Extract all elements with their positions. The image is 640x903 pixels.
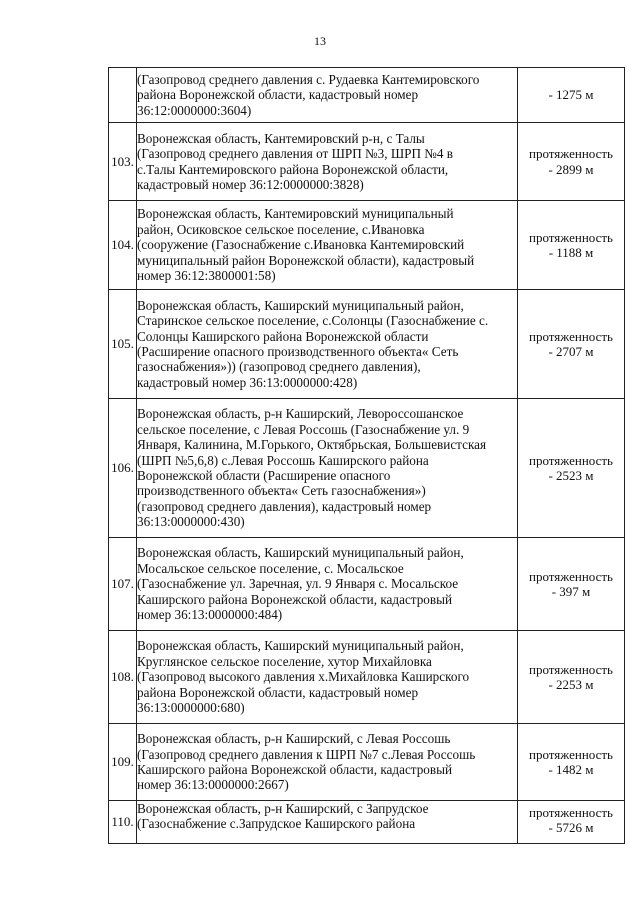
description-line: Воронежская область, Каширский муниципальный район, <box>137 638 464 654</box>
description-line: Каширского района Воронежской области, кадастровый <box>137 591 453 607</box>
table-row <box>109 290 625 399</box>
description-line: Каширского района Воронежской области, кадастровый <box>137 762 453 777</box>
description-line: Солонцы Каширского района Воронежской области <box>137 328 429 344</box>
length-value: - 2523 м <box>548 468 594 483</box>
object-length <box>518 724 625 801</box>
object-length <box>518 538 625 631</box>
description-line: муниципальный район Воронежской области), кадастровый <box>137 252 475 268</box>
object-description <box>137 724 518 801</box>
object-length <box>518 290 625 399</box>
object-table <box>108 67 625 844</box>
object-length <box>518 399 625 538</box>
description-line: (ШРП №5,6,8) с.Левая Россошь Каширского района <box>137 452 429 468</box>
length-label: протяженность <box>529 146 613 162</box>
description-line: (Расширение опасного производственного объекта« Сеть <box>137 344 459 359</box>
object-description <box>137 201 518 290</box>
table-row <box>109 123 625 201</box>
description-line: номер 36:13:0000000:2667) <box>137 777 289 793</box>
description-line: (Газопровод среднего давления к ШРП №7 с.Левая Россошь <box>137 746 476 762</box>
length-label: протяженность <box>529 661 613 677</box>
row-number: 105. <box>109 290 137 399</box>
description-line: района Воронежской области, кадастровый номер <box>137 87 419 103</box>
row-number: 107. <box>109 538 137 631</box>
description-line: район, Осиковское сельское поселение, с.Ивановка <box>137 221 425 237</box>
description-line: (Газоснабжение с.Запрудское Каширского района <box>137 816 416 832</box>
table-row <box>109 399 625 538</box>
object-length <box>518 801 625 844</box>
length-value: - 2253 м <box>548 677 594 692</box>
description-line: района Воронежской области, кадастровый номер <box>137 684 419 700</box>
description-line: (Газоснабжение ул. Заречная, ул. 9 Января с. Мосальское <box>137 576 459 592</box>
description-line: 36:12:0000000:3604) <box>137 102 252 118</box>
row-number: 109. <box>109 724 137 801</box>
description-line: (Газопровод среднего давления от ШРП №3, ШРП №4 в <box>137 146 453 162</box>
object-description <box>137 801 518 844</box>
table-row <box>109 538 625 631</box>
length-value: - 1275 м <box>548 87 594 103</box>
description-line: номер 36:13:0000000:484) <box>137 607 283 623</box>
object-length <box>518 631 625 724</box>
description-line: (Газопровод высокого давления х.Михайловка Каширского <box>137 669 470 685</box>
length-label: протяженность <box>529 805 613 820</box>
row-number: 106. <box>109 399 137 538</box>
object-description <box>137 290 518 399</box>
object-length <box>518 123 625 201</box>
description-line: Мосальское сельское поселение, с. Мосальское <box>137 560 404 576</box>
description-line: производственного объекта« Сеть газоснабжения») <box>137 483 426 499</box>
length-value: - 2707 м <box>548 344 594 359</box>
length-label: протяженность <box>529 568 613 584</box>
description-line: (сооружение (Газоснабжение с.Ивановка Кантемировский <box>137 237 465 253</box>
object-length <box>518 201 625 290</box>
length-value: - 5726 м <box>548 820 594 836</box>
description-line: 36:13:0000000:680) <box>137 700 245 716</box>
table-row <box>109 631 625 724</box>
length-label: протяженность <box>529 746 613 762</box>
description-line: кадастровый номер 36:12:0000000:3828) <box>137 176 364 192</box>
object-description <box>137 68 518 123</box>
description-line: Воронежская область, Каширский муниципальный район, <box>137 545 464 561</box>
row-number: 103. <box>109 123 137 201</box>
object-description <box>137 123 518 201</box>
length-label: протяженность <box>529 328 613 344</box>
description-line: газоснабжения»)) (газопровод среднего давления), <box>137 359 421 375</box>
object-description <box>137 631 518 724</box>
description-line: кадастровый номер 36:13:0000000:428) <box>137 374 358 390</box>
row-number <box>109 68 137 123</box>
object-length <box>518 68 625 123</box>
description-line: номер 36:12:3800001:58) <box>137 268 276 284</box>
description-line: Воронежской области (Расширение опасного <box>137 468 391 483</box>
description-line: Января, Калинина, М.Горького, Октябрьская, Большевистская <box>137 437 487 453</box>
description-line: Воронежская область, Каширский муниципальный район, <box>137 297 464 313</box>
length-label: протяженность <box>529 229 613 245</box>
description-line: Воронежская область, Кантемировский р-н, с Талы <box>137 130 425 146</box>
description-line: Воронежская область, р-н Каширский, Левороссошанское <box>137 406 464 422</box>
description-line: Круглянское сельское поселение, хутор Михайловка <box>137 653 432 669</box>
table-row <box>109 68 625 123</box>
row-number: 104. <box>109 201 137 290</box>
description-line: Старинское сельское поселение, с.Солонцы (Газоснабжение с. <box>137 313 489 329</box>
length-value: - 397 м <box>551 584 591 599</box>
description-line: Воронежская область, р-н Каширский, с Левая Россошь <box>137 731 451 747</box>
row-number: 110. <box>109 801 137 844</box>
length-value: - 1188 м <box>548 245 594 260</box>
description-line: Воронежская область, р-н Каширский, с Запрудское <box>137 801 429 816</box>
object-description <box>137 399 518 538</box>
description-line: сельское поселение, с Левая Россошь (Газоснабжение ул. 9 <box>137 421 470 437</box>
page-number: 13 <box>314 34 326 48</box>
row-number: 108. <box>109 631 137 724</box>
length-label: протяженность <box>529 452 613 468</box>
length-value: - 1482 м <box>548 762 594 777</box>
description-line: (Газопровод среднего давления с. Рудаевка Кантемировского <box>137 71 480 87</box>
description-line: Воронежская область, Кантемировский муниципальный <box>137 206 454 222</box>
description-line: с.Талы Кантемировского района Воронежской области, <box>137 161 449 177</box>
description-line: 36:13:0000000:430) <box>137 514 245 530</box>
table-row <box>109 801 625 844</box>
table-row <box>109 724 625 801</box>
length-value: - 2899 м <box>548 161 594 177</box>
table-row <box>109 201 625 290</box>
object-description <box>137 538 518 631</box>
description-line: (газопровод среднего давления), кадастровый номер <box>137 498 432 514</box>
